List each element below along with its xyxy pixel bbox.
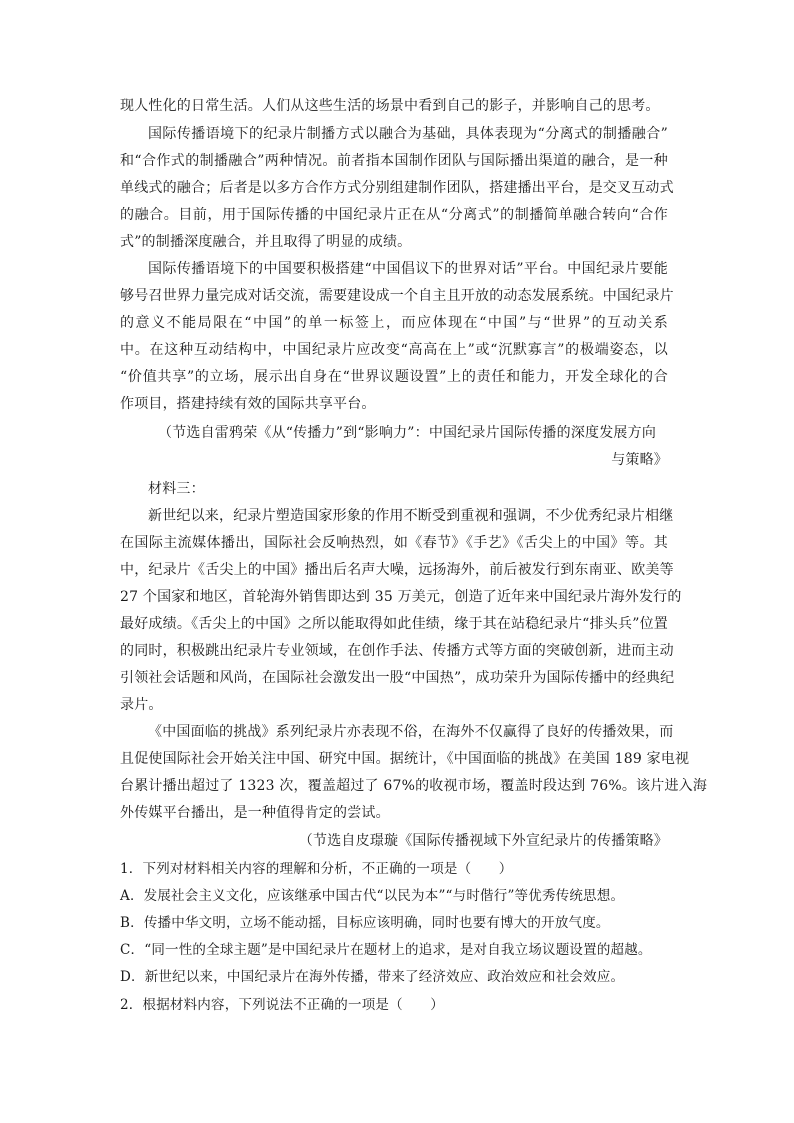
paragraph-line: 台累计播出超过了 1323 次，覆盖超过了 67%的收视市场，覆盖时段达到 76%。该片进入海: [120, 778, 708, 794]
paragraph-line: “价值共享”的立场，展示出自身在“世界议题设置”上的责任和能力，开发全球化的合: [120, 369, 668, 385]
question-stem: 1．下列对材料相关内容的理解和分析，不正确的一项是（ ）: [120, 861, 513, 877]
paragraph-line: 国际传播语境下的中国要积极搭建“中国倡议下的世界对话”平台。中国纪录片要能: [148, 261, 668, 277]
paragraph-line: 外传媒平台播出，是一种值得肯定的尝试。: [120, 805, 390, 821]
paragraph-line: 《中国面临的挑战》系列纪录片亦表现不俗，在海外不仅赢得了良好的传播效果，而: [148, 724, 674, 740]
option-d: D．新世纪以来，中国纪录片在海外传播，带来了经济效应、政治效应和社会效应。: [120, 969, 625, 985]
paragraph-line: 中，纪录片《舌尖上的中国》播出后名声大噪，远扬海外，前后被发行到东南亚、欧美等: [120, 562, 674, 578]
paragraph-line: 且促使国际社会开始关注中国、研究中国。据统计，《中国面临的挑战》在美国 189 家电视: [120, 751, 690, 767]
paragraph-line: 在国际主流媒体播出，国际社会反响热烈，如《春节》《手艺》《舌尖上的中国》等。其: [120, 535, 668, 551]
option-a: A．发展社会主义文化，应该继承中国古代“以民为本”“与时偕行”等优秀传统思想。: [120, 888, 625, 904]
material-heading: 材料三：: [148, 481, 205, 497]
paragraph-line: 够号召世界力量完成对话交流，需要建设成一个自主且开放的动态发展系统。中国纪录片: [120, 288, 674, 304]
paragraph-line: 式”的制播深度融合，并且取得了明显的成绩。: [120, 234, 412, 250]
question-stem: 2．根据材料内容，下列说法不正确的一项是（ ）: [120, 997, 444, 1013]
paragraph-line: 现人性化的日常生活。人们从这些生活的场景中看到自己的影子，并影响自己的思考。: [120, 98, 660, 114]
source-citation: （节选自皮璟璇《国际传播视域下外宣纪录片的传播策略》: [298, 833, 668, 849]
paragraph-line: 国际传播语境下的纪录片制播方式以融合为基础，具体表现为“分离式的制播融合”: [148, 126, 668, 142]
source-citation: 与策略》: [611, 452, 668, 468]
paragraph-line: 录片。: [120, 697, 163, 713]
option-b: B．传播中华文明，立场不能动摇，目标应该明确，同时也要有博大的开放气度。: [120, 915, 610, 931]
paragraph-line: 单线式的融合；后者是以多方合作方式分别组建制作团队，搭建播出平台，是交叉互动式: [120, 180, 674, 196]
paragraph-line: 作项目，搭建持续有效的国际共享平台。: [120, 396, 376, 412]
paragraph-line: 的同时，积极跳出纪录片专业领域，在创作手法、传播方式等方面的突破创新，进而主动: [120, 643, 674, 659]
source-citation: （节选自雷鸦荣《从“传播力”到“影响力”：中国纪录片国际传播的深度发展方向: [158, 425, 657, 441]
paragraph-line: 的融合。目前，用于国际传播的中国纪录片正在从“分离式”的制播简单融合转向“合作: [120, 207, 668, 223]
paragraph-line: 的意义不能局限在“中国”的单一标签上，而应体现在“中国”与“世界”的互动关系: [120, 315, 668, 331]
paragraph-line: 和“合作式的制播融合”两种情况。前者指本国制作团队与国际播出渠道的融合，是一种: [120, 153, 668, 169]
paragraph-line: 新世纪以来，纪录片塑造国家形象的作用不断受到重视和强调，不少优秀纪录片相继: [148, 508, 674, 524]
paragraph-line: 中。在这种互动结构中，中国纪录片应改变“高高在上”或“沉默寡言”的极端姿态，以: [120, 342, 668, 358]
option-c: C．“同一性的全球主题”是中国纪录片在题材上的追求，是对自我立场议题设置的超越。: [120, 942, 652, 958]
paragraph-line: 引领社会话题和风尚，在国际社会激发出一股“中国热”，成功荣升为国际传播中的经典纪: [120, 670, 675, 686]
paragraph-line: 最好成绩。《舌尖上的中国》之所以能取得如此佳绩，缘于其在站稳纪录片“排头兵”位置: [120, 616, 668, 632]
paragraph-line: 27 个国家和地区，首轮海外销售即达到 35 万美元，创造了近年来中国纪录片海外发行的: [120, 589, 682, 605]
